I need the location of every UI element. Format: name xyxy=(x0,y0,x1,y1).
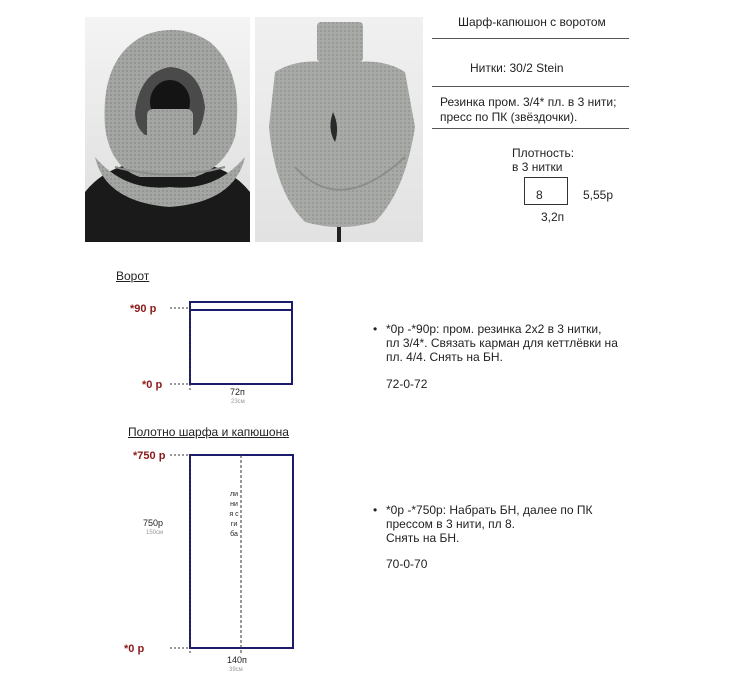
panel-title: Полотно шарфа и капюшона xyxy=(128,425,289,439)
collar-width-cm: 23см xyxy=(231,399,245,405)
gauge-rows: 5,55р xyxy=(583,188,614,202)
collar-needles: 72-0-72 xyxy=(386,377,428,391)
panel-needles: 70-0-70 xyxy=(386,557,428,571)
panel-fold-label: линия сгиба xyxy=(229,491,239,538)
gauge-title: Плотность: xyxy=(512,146,575,160)
panel-bottom-row: *0 р xyxy=(124,643,145,655)
yarn-label: Нитки: 30/2 Stein xyxy=(470,61,564,75)
gauge-box-value: 8 xyxy=(536,188,543,202)
panel-width-cm: 39см xyxy=(229,667,243,673)
panel-bullet: • xyxy=(373,503,378,517)
panel-height-cm: 150см xyxy=(146,530,164,536)
collar-instr-3: пл. 4/4. Снять на БН. xyxy=(386,350,503,364)
gauge-stitches: 3,2п xyxy=(541,210,565,224)
collar-outline xyxy=(190,302,292,384)
collar-bullet: • xyxy=(373,322,378,336)
panel-instr-3: Снять на БН. xyxy=(386,531,460,545)
collar-instr-1: *0р -*90р: пром. резинка 2х2 в 3 нитки, xyxy=(386,322,602,336)
panel-instr-1: *0р -*750р: Набрать БН, далее по ПК xyxy=(386,503,593,517)
collar-top-row: *90 р xyxy=(130,303,157,315)
collar-width-label: 72п xyxy=(230,387,245,397)
collar-title: Ворот xyxy=(116,269,150,283)
panel-height-label: 750р xyxy=(143,518,164,528)
panel-instr-2: прессом в 3 нити, пл 8. xyxy=(386,517,515,531)
gauge-subtitle: в 3 нитки xyxy=(512,160,563,174)
pattern-title: Шарф-капюшон с воротом xyxy=(458,15,606,29)
rib-line-1: Резинка пром. 3/4* пл. в 3 нити; xyxy=(440,95,617,109)
panel-top-row: *750 р xyxy=(133,450,166,462)
collar-bottom-row: *0 р xyxy=(142,379,163,391)
rib-line-2: пресс по ПК (звёздочки). xyxy=(440,110,578,124)
collar-instr-2: пл 3/4*. Связать карман для кеттлёвки на xyxy=(386,336,618,350)
panel-width-label: 140п xyxy=(227,655,247,665)
